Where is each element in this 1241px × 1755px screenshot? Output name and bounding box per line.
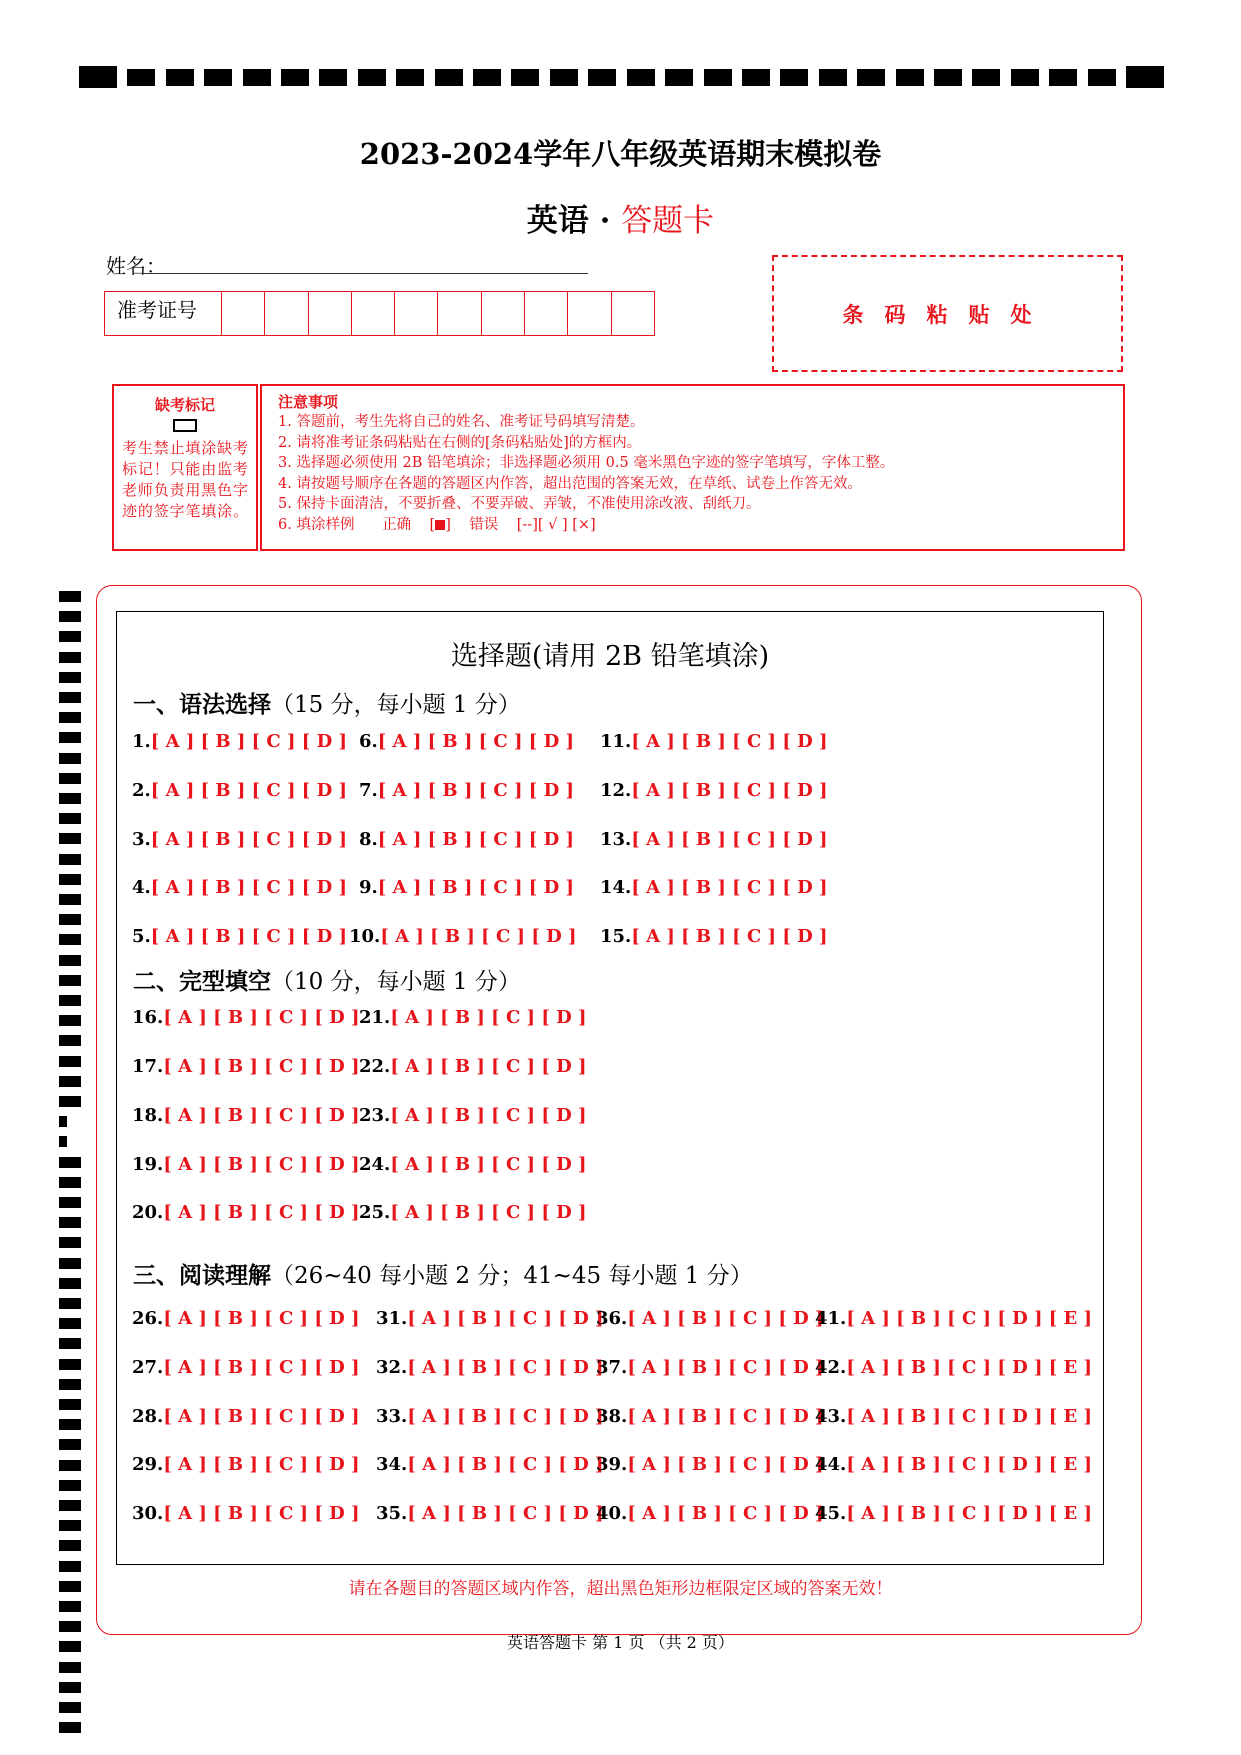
answer-options[interactable]: [ A ] [ B ] [ C ] [ D ] (631, 731, 828, 752)
question-number: 5. (132, 926, 151, 947)
timing-mark (473, 69, 501, 86)
answer-options[interactable]: [ A ] [ B ] [ C ] [ D ] (150, 780, 347, 801)
timing-mark (435, 69, 463, 86)
filled-square-icon (435, 520, 445, 530)
question-number: 32. (376, 1357, 408, 1378)
question-14 (600, 877, 828, 898)
timing-mark (59, 1460, 81, 1471)
answer-options[interactable]: [ A ] [ B ] [ C ] [ D ] (627, 1406, 824, 1427)
question-number: 2. (132, 780, 151, 801)
timing-mark (550, 69, 578, 86)
question-13 (600, 829, 828, 850)
notes-heading: 注意事项 (278, 393, 339, 411)
part-heading (133, 1257, 753, 1290)
notes-box (260, 384, 1125, 551)
question-number: 7. (359, 780, 378, 801)
question-number: 21. (359, 1007, 391, 1028)
answer-options[interactable]: [ A ] [ B ] [ C ] [ D ] (390, 1007, 587, 1028)
timing-mark (59, 652, 81, 663)
timing-mark (59, 975, 81, 986)
exam-id-cell[interactable] (567, 292, 610, 335)
answer-options[interactable]: [ A ] [ B ] [ C ] [ D ] (407, 1357, 604, 1378)
question-number: 30. (132, 1503, 164, 1524)
page-footer: 英语答题卡 第 1 页 （共 2 页） (507, 1633, 734, 1652)
timing-mark (59, 1338, 81, 1349)
timing-mark (59, 1399, 81, 1410)
part-score: （15 分，每小题 1 分） (271, 692, 521, 718)
timing-mark (627, 69, 655, 86)
question-number: 25. (359, 1202, 391, 1223)
question-number: 13. (600, 829, 632, 850)
timing-mark (59, 753, 81, 764)
question-39 (596, 1454, 824, 1475)
answer-options[interactable]: [ A ] [ B ] [ C ] [ D ] [ E ] (846, 1308, 1093, 1329)
answer-options[interactable]: [ A ] [ B ] [ C ] [ D ] (390, 1056, 587, 1077)
question-number: 42. (815, 1357, 847, 1378)
exam-id-cell[interactable] (611, 292, 654, 335)
question-38 (596, 1406, 824, 1427)
timing-mark (742, 69, 770, 86)
answer-options[interactable]: [ A ] [ B ] [ C ] [ D ] (150, 877, 347, 898)
question-number: 3. (132, 829, 151, 850)
timing-mark (59, 1419, 81, 1430)
timing-mark (59, 732, 81, 743)
answer-options[interactable]: [ A ] [ B ] [ C ] [ D ] (407, 1308, 604, 1329)
timing-mark (59, 1217, 81, 1228)
question-number: 29. (132, 1454, 164, 1475)
question-3 (132, 829, 347, 850)
question-25 (359, 1202, 587, 1223)
question-2 (132, 780, 347, 801)
exam-id-cell[interactable] (481, 292, 524, 335)
exam-id-cell[interactable] (437, 292, 480, 335)
question-8 (359, 829, 574, 850)
note-sample: 6. 填涂样例 正确 [ ] 错误 [--][ √ ] [×] (278, 516, 596, 533)
answer-options[interactable]: [ A ] [ B ] [ C ] [ D ] (163, 1056, 360, 1077)
answer-options[interactable]: [ A ] [ B ] [ C ] [ D ] (150, 829, 347, 850)
question-number: 24. (359, 1154, 391, 1175)
answer-options[interactable]: [ A ] [ B ] [ C ] [ D ] [ E ] (846, 1406, 1093, 1427)
question-number: 39. (596, 1454, 628, 1475)
timing-mark (59, 631, 81, 642)
question-34 (376, 1454, 604, 1475)
answer-options[interactable]: [ A ] [ B ] [ C ] [ D ] (407, 1406, 604, 1427)
answer-options[interactable]: [ A ] [ B ] [ C ] [ D ] (390, 1154, 587, 1175)
question-number: 28. (132, 1406, 164, 1427)
question-31 (376, 1308, 604, 1329)
timing-mark (166, 69, 194, 86)
question-number: 45. (815, 1503, 847, 1524)
timing-mark (59, 793, 81, 804)
timing-mark (59, 1177, 81, 1188)
part-score: （26~40 每小题 2 分；41~45 每小题 1 分） (271, 1263, 753, 1289)
timing-mark (780, 69, 808, 86)
answer-options[interactable]: [ A ] [ B ] [ C ] [ D ] (163, 1007, 360, 1028)
note-item: 3. 选择题必须使用 2B 铅笔填涂；非选择题必须用 0.5 毫米黑色字迹的签字笔填写，字体工整。 (278, 455, 895, 471)
answer-options[interactable]: [ A ] [ B ] [ C ] [ D ] (390, 1105, 587, 1126)
question-19 (132, 1154, 360, 1175)
question-18 (132, 1105, 360, 1126)
timing-mark (59, 1561, 81, 1572)
part-score: （10 分，每小题 1 分） (271, 969, 521, 995)
absent-instructions: 考生禁止填涂缺考标记！只能由监考老师负责用黑色字迹的签字笔填涂。 (122, 439, 248, 520)
timing-mark (59, 1197, 81, 1208)
timing-mark (1049, 69, 1077, 86)
timing-mark (79, 66, 117, 88)
question-number: 4. (132, 877, 151, 898)
timing-mark (59, 611, 81, 622)
question-7 (359, 780, 574, 801)
question-24 (359, 1154, 587, 1175)
answer-options[interactable]: [ A ] [ B ] [ C ] [ D ] (631, 926, 828, 947)
note-item: 5. 保持卡面清洁，不要折叠、不要弄破、弄皱，不准使用涂改液、刮纸刀。 (278, 496, 761, 512)
question-37 (596, 1357, 824, 1378)
question-5 (132, 926, 347, 947)
timing-mark (59, 1682, 81, 1693)
barcode-area (772, 255, 1123, 372)
timing-mark (59, 914, 81, 925)
question-number: 22. (359, 1056, 391, 1077)
question-number: 8. (359, 829, 378, 850)
exam-id-label: 准考证号 (117, 298, 197, 322)
question-number: 37. (596, 1357, 628, 1378)
answer-options[interactable]: [ A ] [ B ] [ C ] [ D ] (163, 1357, 360, 1378)
timing-mark (281, 69, 309, 86)
timing-mark (59, 874, 81, 885)
barcode-label: 条码粘贴处 (842, 301, 1053, 327)
question-number: 6. (359, 731, 378, 752)
name-label: 姓名： (106, 254, 166, 278)
answer-options[interactable]: [ A ] [ B ] [ C ] [ D ] (163, 1308, 360, 1329)
timing-mark (1088, 69, 1116, 86)
answer-options[interactable]: [ A ] [ B ] [ C ] [ D ] [ E ] (846, 1503, 1093, 1524)
question-number: 31. (376, 1308, 408, 1329)
question-44 (815, 1454, 1092, 1475)
answer-options[interactable]: [ A ] [ B ] [ C ] [ D ] (390, 1202, 587, 1223)
question-35 (376, 1503, 604, 1524)
answer-options[interactable]: [ A ] [ B ] [ C ] [ D ] (150, 731, 347, 752)
timing-mark (59, 1157, 81, 1168)
question-number: 36. (596, 1308, 628, 1329)
sample-correct-label: 正确 (382, 516, 412, 533)
name-field[interactable] (142, 273, 588, 274)
question-number: 14. (600, 877, 632, 898)
question-27 (132, 1357, 360, 1378)
choice-section-title: 选择题(请用 2B 铅笔填涂) (450, 641, 770, 672)
question-number: 11. (600, 731, 632, 752)
question-28 (132, 1406, 360, 1427)
answer-options[interactable]: [ A ] [ B ] [ C ] [ D ] (377, 877, 574, 898)
timing-mark (319, 69, 347, 86)
timing-mark (59, 833, 81, 844)
timing-mark (59, 712, 81, 723)
timing-mark (59, 1520, 81, 1531)
timing-mark (59, 591, 81, 602)
timing-mark (59, 1662, 81, 1673)
answer-options[interactable]: [ A ] [ B ] [ C ] [ D ] (163, 1503, 360, 1524)
question-number: 27. (132, 1357, 164, 1378)
part-name: 三、阅读理解 (133, 1262, 271, 1289)
subject-label: 英语 (526, 203, 589, 239)
answer-options[interactable]: [ A ] [ B ] [ C ] [ D ] (163, 1406, 360, 1427)
question-33 (376, 1406, 604, 1427)
answer-options[interactable]: [ A ] [ B ] [ C ] [ D ] (631, 877, 828, 898)
absent-mark-checkbox[interactable] (173, 419, 197, 432)
answer-options[interactable]: [ A ] [ B ] [ C ] [ D ] (163, 1454, 360, 1475)
part-heading (133, 963, 521, 996)
part-name: 一、语法选择 (133, 691, 271, 718)
timing-mark (819, 69, 847, 86)
part-heading (133, 686, 521, 719)
answer-options[interactable]: [ A ] [ B ] [ C ] [ D ] (627, 1454, 824, 1475)
sample-wrong-label: 错误 (469, 516, 499, 533)
timing-mark (59, 692, 81, 703)
question-43 (815, 1406, 1092, 1427)
timing-mark (59, 813, 81, 824)
answer-options[interactable]: [ A ] [ B ] [ C ] [ D ] (377, 731, 574, 752)
question-number: 18. (132, 1105, 164, 1126)
timing-mark (59, 995, 81, 1006)
question-42 (815, 1357, 1092, 1378)
timing-mark (934, 69, 962, 86)
title-dot: · (599, 203, 611, 239)
timing-mark (59, 854, 81, 865)
absent-heading: 缺考标记 (154, 396, 215, 414)
timing-mark (243, 69, 271, 86)
timing-mark (127, 69, 155, 86)
timing-mark (59, 1237, 81, 1248)
timing-mark (59, 1076, 81, 1087)
question-23 (359, 1105, 587, 1126)
question-22 (359, 1056, 587, 1077)
note-item: 4. 请按题号顺序在各题的答题区内作答，超出范围的答案无效，在草纸、试卷上作答无效。 (278, 475, 862, 492)
timing-mark (59, 1379, 81, 1390)
exam-title: 2023-2024学年八年级英语期末模拟卷 (359, 137, 882, 171)
timing-mark (59, 1015, 81, 1026)
question-number: 43. (815, 1406, 847, 1427)
exam-id-cell[interactable] (221, 292, 264, 335)
question-30 (132, 1503, 360, 1524)
answer-options[interactable]: [ A ] [ B ] [ C ] [ D ] (377, 829, 574, 850)
question-6 (359, 731, 574, 752)
question-number: 17. (132, 1056, 164, 1077)
answer-options[interactable]: [ A ] [ B ] [ C ] [ D ] (163, 1105, 360, 1126)
timing-mark (896, 69, 924, 86)
question-9 (359, 877, 574, 898)
question-number: 40. (596, 1503, 628, 1524)
absent-mark-box (112, 384, 258, 551)
answer-options[interactable]: [ A ] [ B ] [ C ] [ D ] (150, 926, 347, 947)
question-36 (596, 1308, 824, 1329)
timing-mark (204, 69, 232, 86)
question-45 (815, 1503, 1092, 1524)
exam-id-box (104, 291, 655, 336)
question-20 (132, 1202, 360, 1223)
timing-mark (1126, 66, 1164, 88)
question-26 (132, 1308, 360, 1329)
question-17 (132, 1056, 360, 1077)
card-title (0, 195, 1241, 240)
timing-mark (59, 1480, 81, 1491)
question-number: 9. (359, 877, 378, 898)
timing-mark (59, 934, 81, 945)
answer-options[interactable]: [ A ] [ B ] [ C ] [ D ] (407, 1454, 604, 1475)
timing-mark (59, 1035, 81, 1046)
question-number: 23. (359, 1105, 391, 1126)
answer-options[interactable]: [ A ] [ B ] [ C ] [ D ] (631, 780, 828, 801)
question-4 (132, 877, 347, 898)
timing-mark (59, 1258, 81, 1269)
question-number: 44. (815, 1454, 847, 1475)
timing-mark (972, 69, 1000, 86)
answer-options[interactable]: [ A ] [ B ] [ C ] [ D ] (163, 1154, 360, 1175)
timing-mark (59, 1116, 67, 1127)
note-item: 2. 请将准考证条码粘贴在右侧的[条码粘贴处]的方框内。 (278, 434, 642, 451)
part-name: 二、完型填空 (133, 968, 271, 995)
timing-mark (59, 1278, 81, 1289)
timing-mark (59, 1500, 81, 1511)
question-number: 33. (376, 1406, 408, 1427)
question-number: 20. (132, 1202, 164, 1223)
answer-options[interactable]: [ A ] [ B ] [ C ] [ D ] (627, 1503, 824, 1524)
sample-prefix: 6. 填涂样例 (278, 516, 355, 533)
question-number: 41. (815, 1308, 847, 1329)
timing-mark (59, 894, 81, 905)
question-10 (349, 926, 577, 947)
timing-mark (396, 69, 424, 86)
exam-id-cell[interactable] (394, 292, 437, 335)
timing-mark (59, 1318, 81, 1329)
timing-mark (59, 955, 81, 966)
timing-mark (358, 69, 386, 86)
question-number: 34. (376, 1454, 408, 1475)
question-number: 12. (600, 780, 632, 801)
answer-options[interactable]: [ A ] [ B ] [ C ] [ D ] (627, 1308, 824, 1329)
question-number: 10. (349, 926, 381, 947)
answer-options[interactable]: [ A ] [ B ] [ C ] [ D ] (380, 926, 577, 947)
question-number: 35. (376, 1503, 408, 1524)
answer-options[interactable]: [ A ] [ B ] [ C ] [ D ] (377, 780, 574, 801)
answer-options[interactable]: [ A ] [ B ] [ C ] [ D ] (407, 1503, 604, 1524)
question-number: 38. (596, 1406, 628, 1427)
timing-mark (1011, 69, 1039, 86)
question-15 (600, 926, 828, 947)
answer-options[interactable]: [ A ] [ B ] [ C ] [ D ] (631, 829, 828, 850)
answer-options[interactable]: [ A ] [ B ] [ C ] [ D ] [ E ] (846, 1454, 1093, 1475)
timing-mark (704, 69, 732, 86)
answer-options[interactable]: [ A ] [ B ] [ C ] [ D ] [ E ] (846, 1357, 1093, 1378)
question-number: 1. (132, 731, 151, 752)
question-1 (132, 731, 347, 752)
question-32 (376, 1357, 604, 1378)
top-timing-marks (79, 66, 1164, 88)
note-item: 1. 答题前，考生先将自己的姓名、准考证号码填写清楚。 (278, 414, 645, 430)
exam-id-cell[interactable] (308, 292, 351, 335)
question-29 (132, 1454, 360, 1475)
answer-options[interactable]: [ A ] [ B ] [ C ] [ D ] (163, 1202, 360, 1223)
exam-id-cell[interactable] (351, 292, 394, 335)
question-40 (596, 1503, 824, 1524)
sample-wrong-marks: [--][ √ ] [×] (516, 516, 596, 533)
exam-id-cell[interactable] (264, 292, 307, 335)
timing-mark (59, 1298, 81, 1309)
timing-mark (59, 1359, 81, 1370)
question-number: 26. (132, 1308, 164, 1329)
question-number: 16. (132, 1007, 164, 1028)
timing-mark (59, 1096, 81, 1107)
timing-mark (59, 1601, 81, 1612)
question-12 (600, 780, 828, 801)
question-41 (815, 1308, 1092, 1329)
timing-mark (59, 1056, 81, 1067)
timing-mark (665, 69, 693, 86)
timing-mark (59, 1540, 81, 1551)
answer-options[interactable]: [ A ] [ B ] [ C ] [ D ] (627, 1357, 824, 1378)
question-11 (600, 731, 828, 752)
timing-mark (511, 69, 539, 86)
timing-mark (59, 1439, 81, 1450)
timing-mark (588, 69, 616, 86)
timing-mark (59, 1702, 81, 1713)
question-21 (359, 1007, 587, 1028)
question-16 (132, 1007, 360, 1028)
card-name: 答题卡 (621, 203, 715, 239)
exam-id-cells (221, 292, 654, 335)
timing-mark (59, 672, 81, 683)
timing-mark (857, 69, 885, 86)
question-number: 15. (600, 926, 632, 947)
timing-mark (59, 1722, 81, 1733)
question-number: 19. (132, 1154, 164, 1175)
timing-mark (59, 1136, 67, 1147)
timing-mark (59, 773, 81, 784)
exam-id-cell[interactable] (524, 292, 567, 335)
boundary-warning: 请在各题目的答题区域内作答，超出黑色矩形边框限定区域的答案无效！ (348, 1579, 893, 1599)
